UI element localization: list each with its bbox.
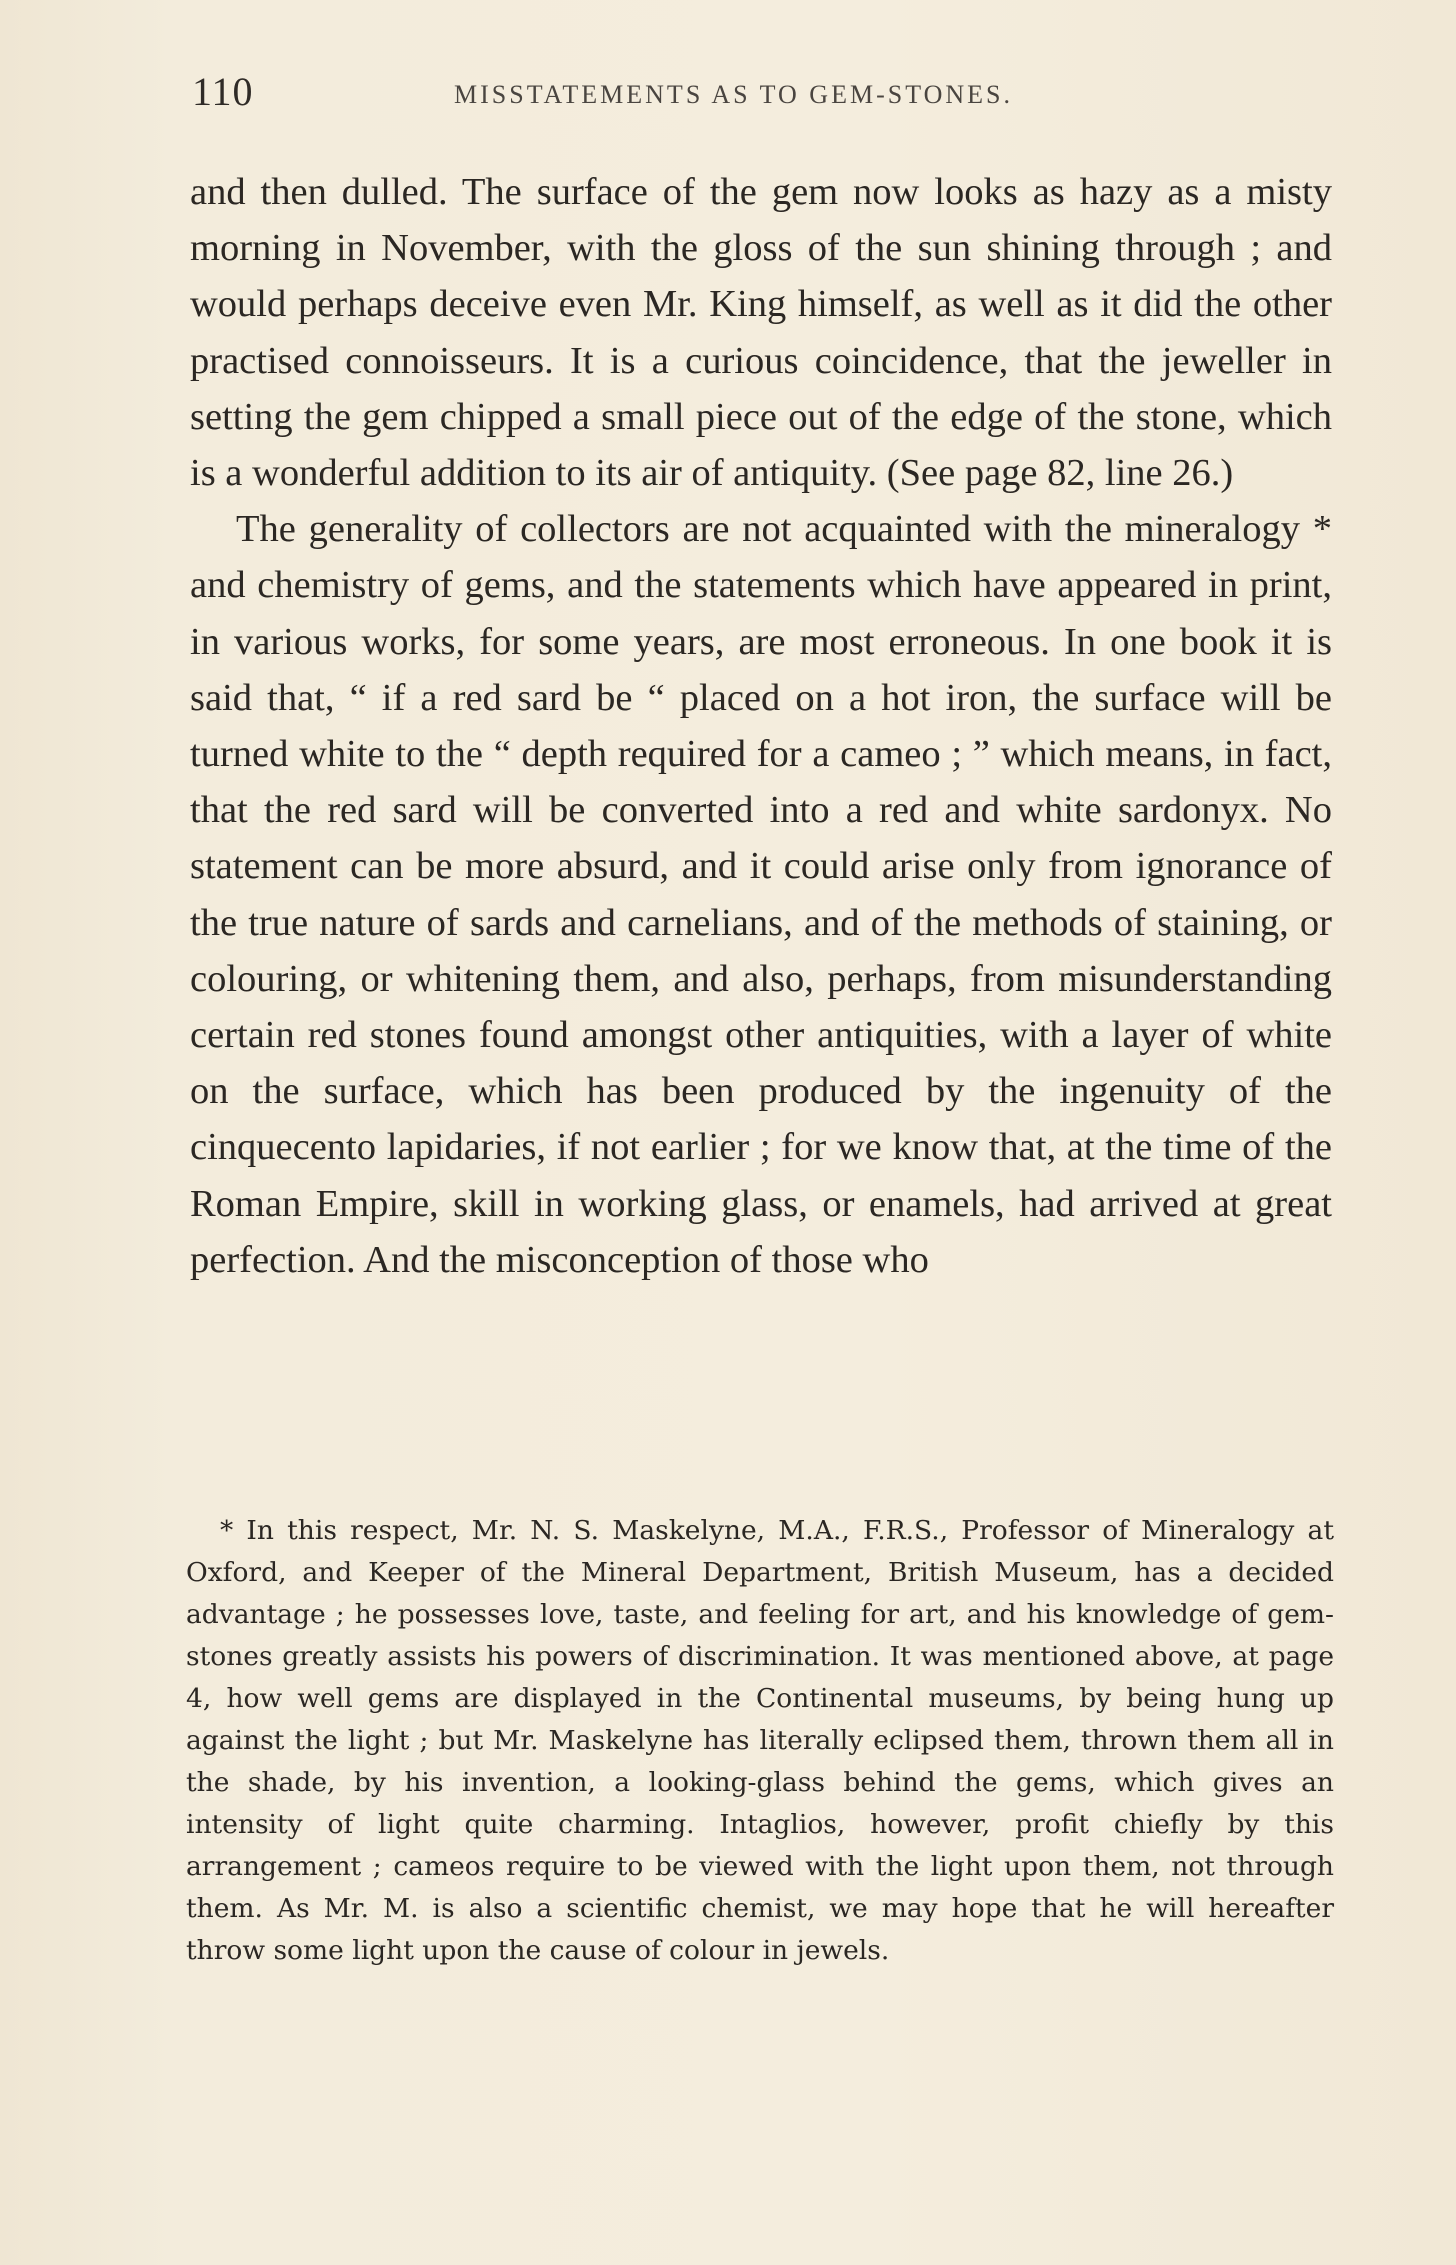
main-text <box>190 164 1332 1288</box>
running-title: MISSTATEMENTS AS TO GEM-STONES. <box>454 80 1013 109</box>
paragraph-collectors: The generality of collectors are not acquainted with the mineralogy * and chemistry of gems, and the statements which have appeared in print, in various works, for some years, are most erroneous. In one book it is said that, “ if a red sard be “ placed on a hot iron, the surface will be turned white to the “ depth required for a cameo ; ” which means, in fact, that the red sard will be converted into a red and white sardonyx. No statement can be more absurd, and it could arise only from ignorance of the true nature of sards and carnelians, and of the methods of staining, or colouring, or whitening them, and also, perhaps, from misunderstanding certain red stones found amongst other antiquities, with a layer of white on the surface, which has been produced by the ingenuity of the cinquecento lapidaries, if not earlier ; for we know that, at the time of the Roman Empire, skill in working glass, or enamels, had arrived at great perfection. And the misconception of those who <box>190 508 1332 1281</box>
paragraph-continued: and then dulled. The surface of the gem now looks as hazy as a misty morning in November, with the gloss of the sun shining through ; and would perhaps deceive even Mr. King himself, as well as it did the other practised connoisseurs. It is a curious coincidence, that the jeweller in setting the gem chipped a small piece out of the edge of the stone, which is a wonderful addition to its air of antiquity. (See page 82, line 26.) <box>190 171 1332 495</box>
footnote-text: * In this respect, Mr. N. S. Maskelyne, M.A., F.R.S., Professor of Mineralogy at Oxford, and Keeper of the Mineral Department, British Museum, has a decided advantage ; he possesses love, taste, and feeling for art, and his knowledge of gem-stones greatly assists his powers of discrimination. It was mentioned above, at page 4, how well gems are displayed in the Continental museums, by being hung up against the light ; but Mr. Maskelyne has literally eclipsed them, thrown them all in the shade, by his invention, a looking-glass behind the gems, which gives an intensity of light quite charming. Intaglios, however, profit chiefly by this arrangement ; cameos require to be viewed with the light upon them, not through them. As Mr. M. is also a scientific chemist, we may hope that he will hereafter throw some light upon the cause of colour in jewels. <box>186 1515 1334 1966</box>
page-number: 110 <box>192 69 254 114</box>
footnote <box>186 1510 1334 1972</box>
running-head <box>192 68 1332 118</box>
